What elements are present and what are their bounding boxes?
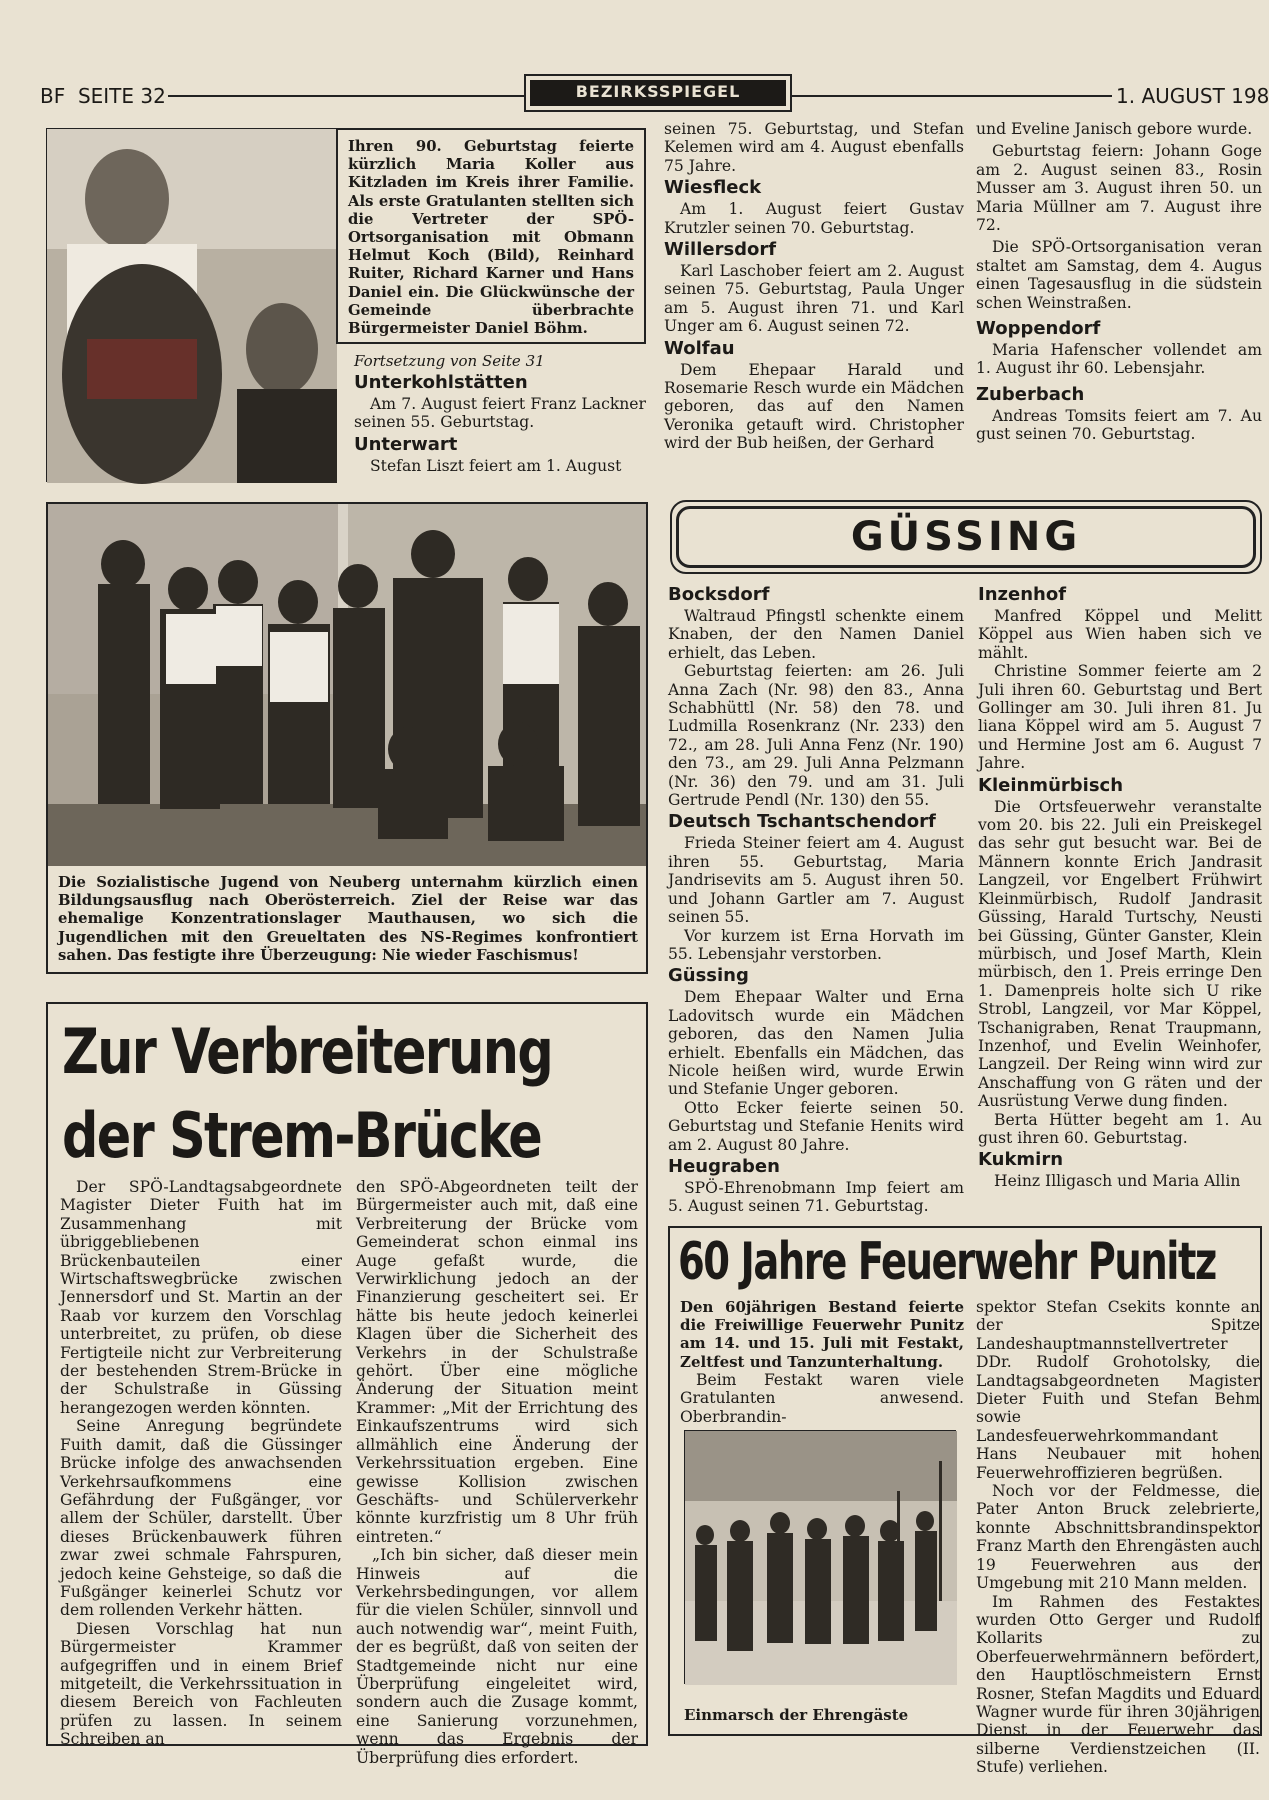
birthday-caption-box <box>336 128 646 344</box>
bruecke-column-right <box>356 1178 638 1767</box>
feuerwehr-title: 60 Jahre Feuerwehr Punitz <box>678 1232 1216 1292</box>
text-inzenhof-1: Manfred Köppel und Melitt Köppel aus Wien haben sich ve mählt. <box>978 607 1262 662</box>
text-woppendorf: Maria Hafenscher vollendet am 1. August ihr 60. Lebensjahr. <box>976 341 1262 378</box>
feuerwehr-r-p2: Noch vor der Feldmesse, die Pater Anton Bruck zelebrierte, konnte Abschnittsbrandinspektor Franz Marth den Ehrengästen auch 19 Feuerwehren aus der Umgebung mit 210 Mann melden. <box>976 1482 1260 1593</box>
feuerwehr-photo-caption: Einmarsch der Ehrengäste <box>684 1706 909 1724</box>
heading-inzenhof: Inzenhof <box>978 584 1067 605</box>
heading-deutsch-tschantschendorf: Deutsch Tschantschendorf <box>668 811 936 833</box>
text-willersdorf: Karl Laschober feiert am 2. August seinen 75. Geburtstag, Paula Unger am 5. August ihren 71. und Karl Unger am 6. August seinen 72. <box>664 262 964 336</box>
text-wiesfleck: Am 1. August feiert Gustav Krutzler seinen 70. Geburtstag. <box>664 200 964 237</box>
guessing-banner <box>670 500 1262 574</box>
heading-wolfau: Wolfau <box>664 337 735 359</box>
bruecke-right-p2: „Ich bin sicher, daß dieser mein Hinweis auf die Verkehrsbedingungen, vor allem für die vielen Schüler, sinnvoll und auch notwendig war“, meint Fuith, der es begrüßt, daß von seiten der Stadtgemeinde nicht nur eine Überprüfung eingeleitet wird, sondern auch die Zusage kommt, eine Sanierung vorzunehmen, wenn das Ergebnis der Überprüfung dies erfordert. <box>356 1546 638 1767</box>
continued-note: Fortsetzung von Seite 31 <box>354 352 545 370</box>
bruecke-title-line2: der Strem-Brücke <box>62 1099 542 1172</box>
text-inzenhof-2: Christine Sommer feierte am 2 Juli ihren 60. Geburtstag und Bert Gollinger am 30. Juli ihren 81. Ju liana Köppel wird am 5. August 7 und Hermine Jost am 6. August 7 Jahre. <box>978 662 1262 773</box>
feuerwehr-article <box>668 1226 1262 1777</box>
text-deutsch-2: Vor kurzem ist Erna Horvath im 55. Lebensjahr verstorben. <box>668 926 964 963</box>
group-photo-image <box>48 504 646 866</box>
heading-unterkohlstaetten: Unterkohlstätten <box>354 372 528 393</box>
bruecke-left-p1: Der SPÖ-Landtagsabgeordnete Magister Dieter Fuith hat im Zusammenhang mit übriggebliebenen Brückenbauteilen einer Wirtschaftswegbrücke zwischen Jennersdorf und St. Martin an der Raab vor kurzem den Vorschlag unterbreitet, zu prüfen, ob diese Fertigteile nicht zur Verbreiterung der bestehenden Strem-Brücke in der Schulstraße in Güssing herangezogen werden könnten. <box>60 1178 342 1417</box>
heading-heugraben: Heugraben <box>668 1155 780 1177</box>
text-deutsch-1: Frieda Steiner feiert am 4. August ihren 55. Geburtstag, Maria Jandrisevits am 5. August ihren 50. und Johann Gartler am 7. August seinen 55. <box>668 834 964 927</box>
feuerwehr-r-p3: Im Rahmen des Festaktes wurden Otto Gerger und Rudolf Kollarits zu Oberfeuerwehrmännern befördert, den Hauptlöschmeistern Ernst Rosner, Stefan Magdits und Eduard Wagner wurde für ihren 30jährigen Dienst in der Feuerwehr das silberne Verdienstzeichen (II. Stufe) verliehen. <box>976 1592 1260 1777</box>
text-unterkohlstaetten: Am 7. August feiert Franz Lackner seinen 55. Geburtstag. <box>354 395 646 432</box>
heading-kukmirn: Kukmirn <box>978 1149 1064 1171</box>
text-spoe-ausflug: Die SPÖ-Ortsorganisation veran staltet am Samstag, dem 4. Augus einen Tagesausflug in die südstein schen Weinstraßen. <box>976 238 1262 312</box>
birthday-photo-image <box>47 129 337 483</box>
bruecke-article <box>46 1002 648 1767</box>
text-bocksdorf-1: Waltraud Pfingstl schenkte einem Knaben, der den Namen Daniel erhielt, das Leben. <box>668 607 964 662</box>
bruecke-title-line1: Zur Verbreiterung <box>62 1015 553 1088</box>
feuerwehr-p1: Beim Festakt waren viele Gratulanten anwesend. Oberbrandin- <box>680 1370 964 1426</box>
header-rule-left <box>168 95 524 97</box>
guessing-banner-title: GÜSSING <box>850 514 1082 560</box>
text-bocksdorf-2: Geburtstag feierten: am 26. Juli Anna Zach (Nr. 98) den 83., Anna Schabhüttl (Nr. 58) den 78. und Ludmilla Rosenkranz (Nr. 233) den 72., am 28. Juli Anna Fenz (Nr. 190) den 73., am 29. Juli Anna Pelzmann (Nr. 36) den 79. und am 31. Juli Gertrude Pendl (Nr. 130) den 55. <box>668 662 964 810</box>
text-zuberbach: Andreas Tomsits feiert am 7. Au gust seinen 70. Geburtstag. <box>976 406 1262 444</box>
text-guessing-2: Otto Ecker feierte seinen 50. Geburtstag und Stefanie Henits wird am 2. August 80 Jahre. <box>668 1098 964 1154</box>
text-geburtstag-feiern: Geburtstag feiern: Johann Goge am 2. August seinen 83., Rosin Musser am 3. August ihren 50. un Maria Müllner am 7. August ihre 72. <box>976 142 1262 235</box>
text-wolfau: Dem Ehepaar Harald und Rosemarie Resch wurde ein Mädchen geboren, das auf den Namen Veronika getauft wird. Christopher wird der Bub heißen, der Gerhard <box>664 360 964 453</box>
heading-kleinmuerbisch: Kleinmürbisch <box>978 774 1124 796</box>
feuerwehr-photo <box>684 1430 956 1684</box>
column-4-top <box>976 120 1262 444</box>
bruecke-column-left <box>60 1178 342 1749</box>
bruecke-left-p2: Seine Anregung begründete Fuith damit, daß die Güssinger Brücke infolge des anwachsenden Verkehrsaufkommens eine Gefährdung der Fußgänger, vor allem der Schüler, darstellt. Über dieses Brückenbauwerk führen zwar zwei schmale Fahrspuren, jedoch keine Gehsteige, so daß die Fußgänger keinerlei Schutz vor dem rollenden Verkehr hätten. <box>60 1417 342 1620</box>
feuerwehr-lead: Den 60jährigen Bestand feierte die Freiwillige Feuerwehr Punitz am 14. und 15. Juli mit Festakt, Zeltfest und Tanzunterhaltung. <box>680 1298 964 1371</box>
group-photo-caption: Die Sozialistische Jugend von Neuberg unternahm kürzlich einen Bildungsausflug nach Oberösterreich. Ziel der Reise war das ehemalige Konzentrationslager Mauthausen, wo sich die Jugendlichen mit den Greueltaten des NS-Regimes konfrontiert sahen. Das festigte ihre Überzeugung: Nie wieder Faschismus! <box>58 874 638 964</box>
feuerwehr-photo-image <box>685 1431 957 1685</box>
birthday-caption: Ihren 90. Geburtstag feierte kürzlich Maria Koller aus Kitzladen im Kreis ihrer Familie. Als erste Gratulanten stellten sich die Vertreter der SPÖ-Ortsorganisation mit Obmann Helmut Koch (Bild), Reinhard Ruiter, Richard Karner und Hans Daniel ein. Die Glückwünsche der Gemeinde überbrachte Bürgermeister Daniel Böhm. <box>348 138 634 338</box>
column-3-top <box>664 120 964 453</box>
feuerwehr-column-left <box>680 1298 964 1426</box>
text-heugraben: SPÖ-Ehrenobmann Imp feiert am 5. August seinen 71. Geburtstag. <box>668 1178 964 1216</box>
heading-unterwart: Unterwart <box>354 433 458 455</box>
header-date: 1. AUGUST 198 <box>1116 84 1269 108</box>
feuerwehr-r-p1: spektor Stefan Csekits konnte an der Spitze Landeshauptmannstellvertreter DDr. Rudolf Grohotolsky, die Landtagsabgeordneten Magister Dieter Fuith und Stefan Behm sowie Landesfeuerwehrkommandant Hans Neubauer mit hohen Feuerwehroffizieren begrüßen. <box>976 1298 1260 1482</box>
heading-guessing: Güssing <box>668 965 749 987</box>
text-kleinmuerbisch-2: Berta Hütter begeht am 1. Au gust ihren 60. Geburtstag. <box>978 1110 1262 1147</box>
column-2-top <box>354 352 646 475</box>
text-guessing-1: Dem Ehepaar Walter und Erna Ladovitsch wurde ein Mädchen geboren, das den Namen Julia erhielt. Ebenfalls ein Mädchen, das Nicole heißen wird, wurde Erwin und Stefanie Unger geboren. <box>668 988 964 1099</box>
bruecke-left-p3: Diesen Vorschlag hat nun Bürgermeister Krammer aufgegriffen und in einem Brief mitgeteilt, die Verkehrssituation in diesem Bereich von Fachleuten prüfen zu lassen. In seinem Schreiben an <box>60 1619 342 1749</box>
group-photo-box <box>46 502 648 974</box>
guessing-column-right <box>978 582 1262 1191</box>
text-kelemen: seinen 75. Geburtstag, und Stefan Kelemen wird am 4. August ebenfalls 75 Jahre. <box>664 120 964 175</box>
text-kukmirn: Heinz Illigasch und Maria Allin <box>994 1172 1241 1191</box>
page-header <box>0 0 1269 112</box>
header-section-badge <box>524 74 792 112</box>
guessing-column-left <box>668 582 964 1216</box>
group-photo <box>48 504 646 866</box>
header-rule-right <box>792 95 1112 97</box>
heading-wiesfleck: Wiesfleck <box>664 177 762 199</box>
text-kleinmuerbisch-1: Die Ortsfeuerwehr veranstalte vom 20. bis 22. Juli ein Preiskegel das sehr gut besucht war. Bei de Männern konnte Erich Jandrasit Langzeil, vor Engelbert Frühwirt Kleinmürbisch, Rudolf Jandrasit Güssing, Harald Turtschy, Neusti bei Güssing, Günter Ganster, Klein mürbisch, und Josef Marth, Klein mürbisch, den 1. Preis erringe Den 1. Damenpreis holte sich U rike Strobl, Langzeil, vor Mar Köppel, Tschanigraben, Renat Traupmann, Inzenhof, und Evelin Weinhofer, Langzeil. Der Reing winn wird zur Anschaffung von G räten und der Ausrüstung Verwe dung finden. <box>978 797 1262 1111</box>
heading-willersdorf: Willersdorf <box>664 239 777 261</box>
guessing-banner-inner <box>676 506 1256 568</box>
birthday-photo <box>46 128 336 482</box>
heading-zuberbach: Zuberbach <box>976 383 1085 405</box>
heading-woppendorf: Woppendorf <box>976 318 1101 340</box>
text-unterwart: Stefan Liszt feiert am 1. August <box>370 456 622 475</box>
header-page-number: BF SEITE 32 <box>40 84 166 108</box>
heading-bocksdorf: Bocksdorf <box>668 584 770 605</box>
header-section-label: BEZIRKSSPIEGEL <box>575 82 741 101</box>
feuerwehr-column-right <box>976 1298 1260 1777</box>
bruecke-right-p1: den SPÖ-Abgeordneten teilt der Bürgermeister auch mit, daß eine Verbreiterung der Brücke vom Gemeinderat schon einmal ins Auge gefaßt wurde, die Verwirklichung jedoch an der Finanzierung gescheitert sei. Er hätte bis heute jedoch keinerlei Klagen über die Sicherheit des Verkehrs in der Schulstraße gehört. Über eine mögliche Änderung der Situation meint Krammer: „Mit der Errichtung des Einkaufszentrums wird sich allmählich eine Änderung der Verkehrssituation ergeben. Eine gewisse Kollision zwischen Geschäfts- und Schülerverkehr könnte kurzfristig um 8 Uhr früh eintreten.“ <box>356 1178 638 1546</box>
text-janisch: und Eveline Janisch gebore wurde. <box>976 120 1253 138</box>
